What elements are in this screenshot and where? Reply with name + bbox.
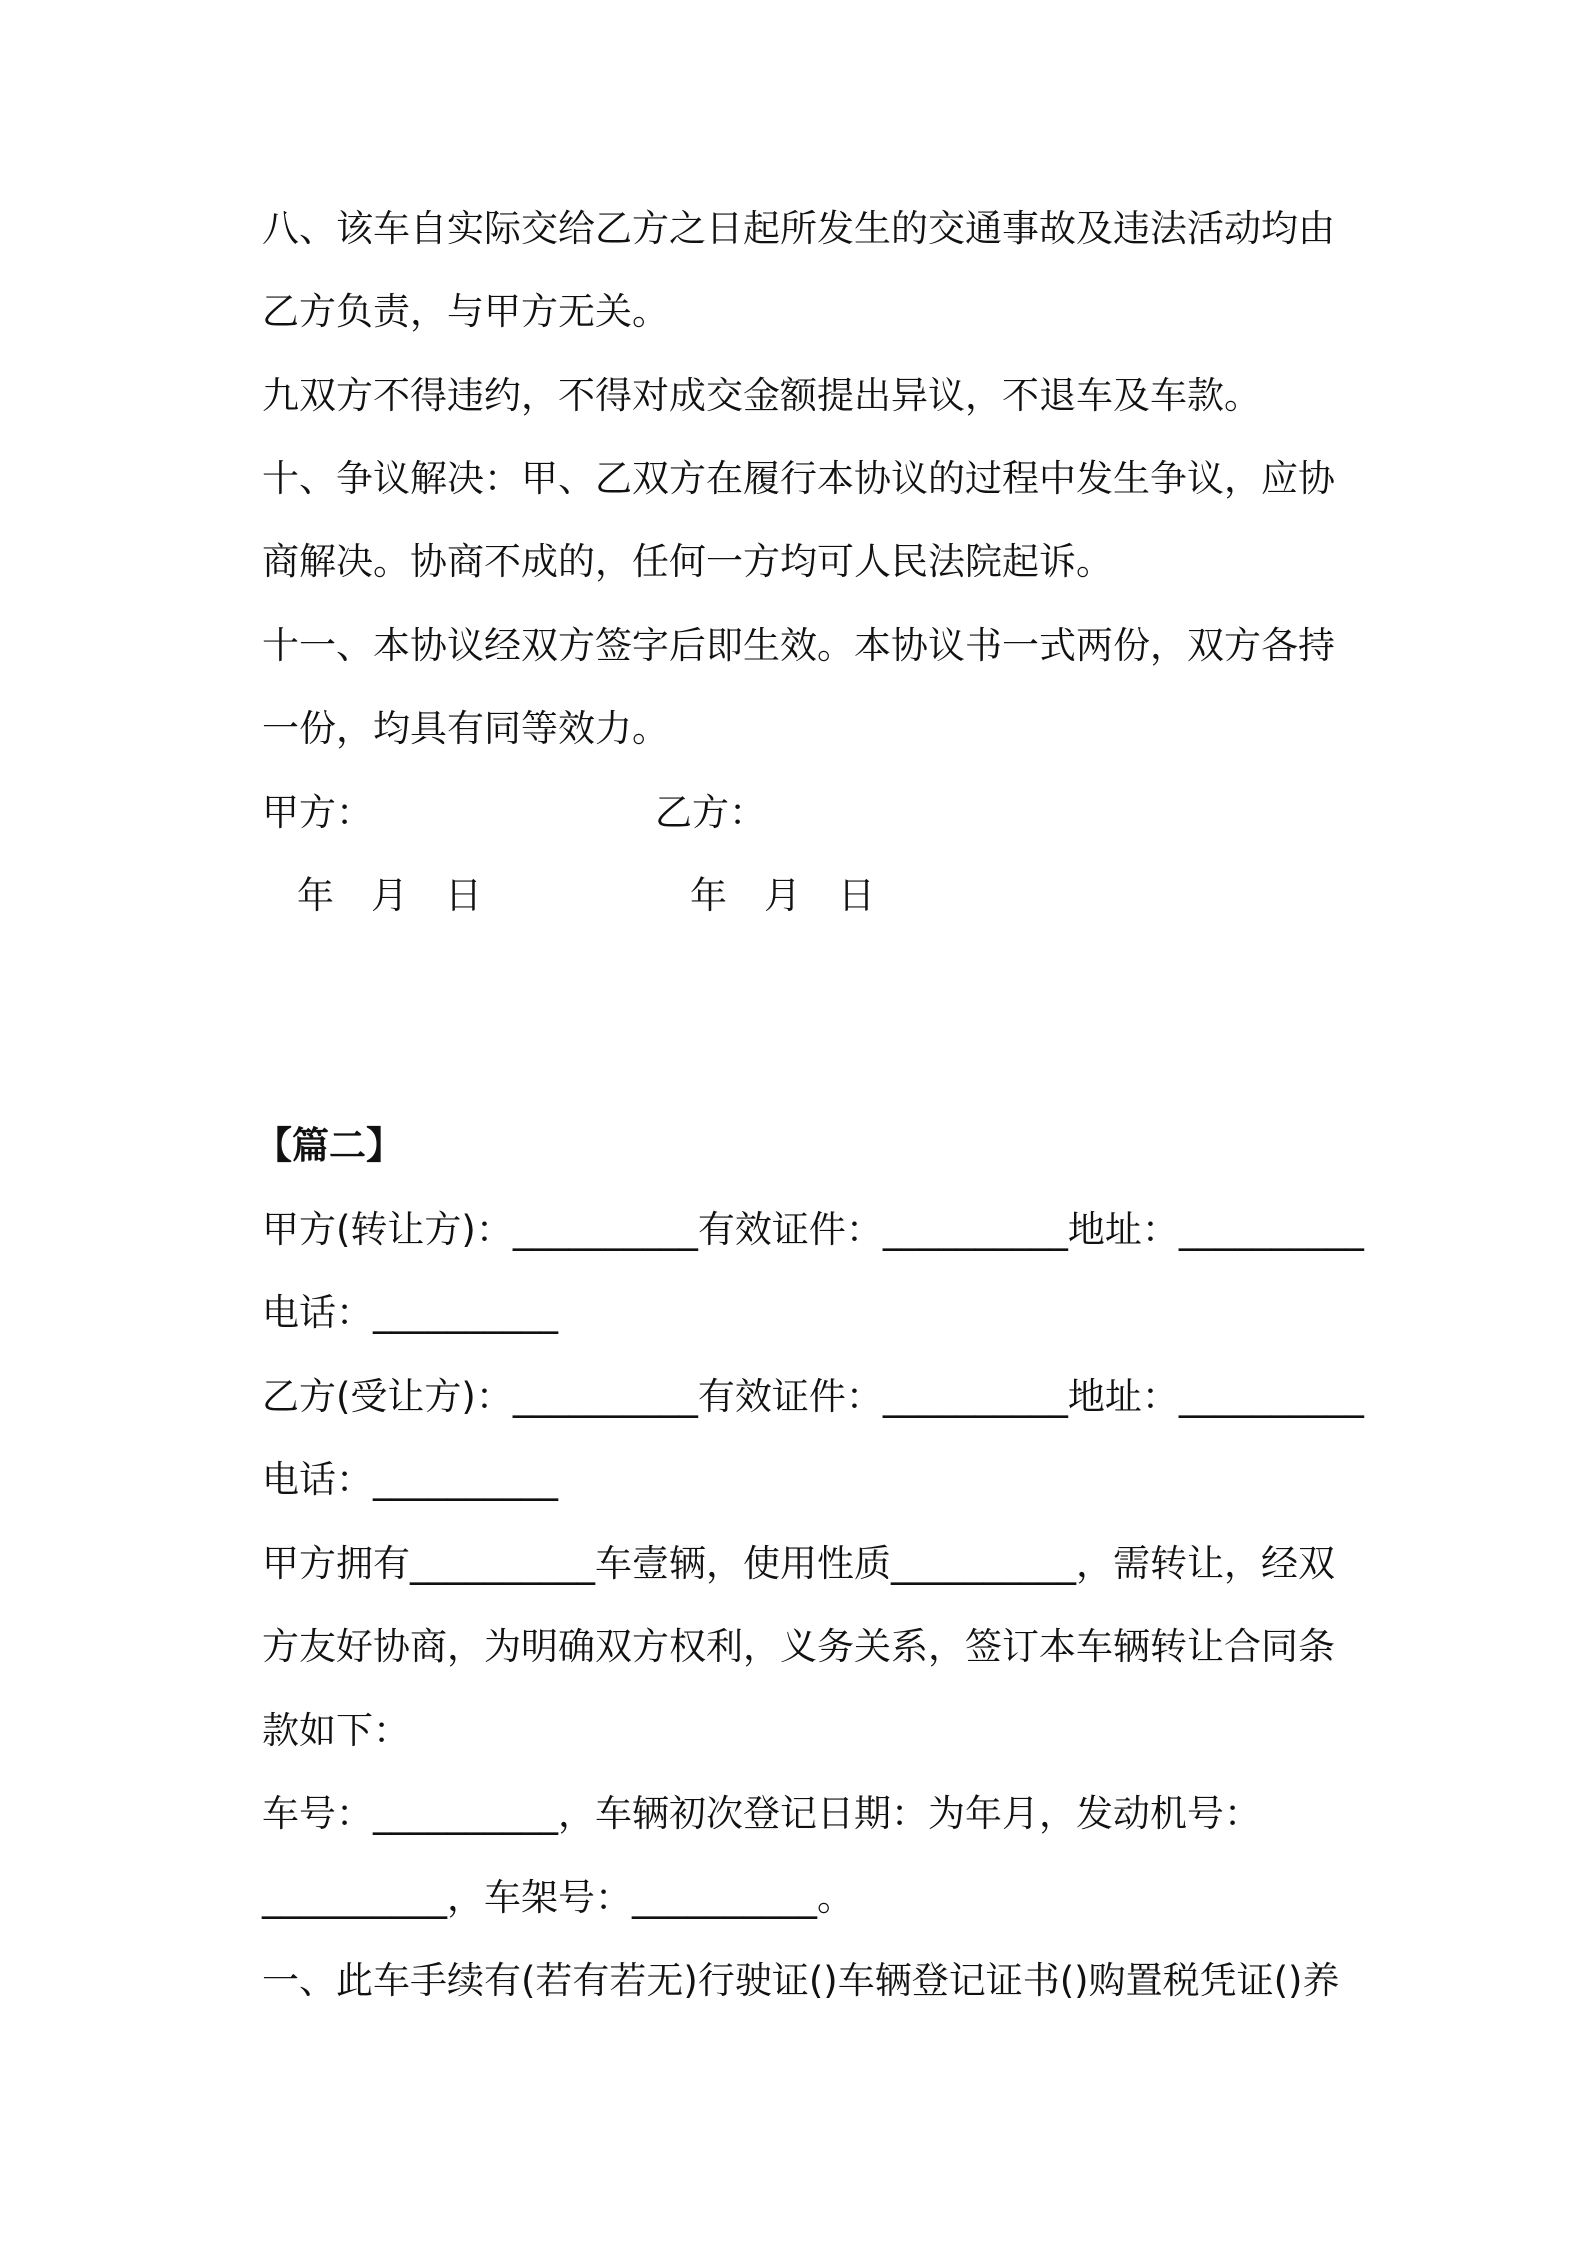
clause-9: 九双方不得违约，不得对成交金额提出异议，不退车及车款。 (262, 374, 1261, 417)
party-b-phone: 电话：__________ (262, 1458, 558, 1501)
clause-8-line-1: 八、该车自实际交给乙方之日起所发生的交通事故及违法活动均由 (262, 207, 1335, 250)
intro-line-3: 款如下： (262, 1709, 410, 1752)
party-a-info: 甲方(转让方)：__________有效证件：__________地址：__________ (262, 1208, 1364, 1251)
party-b-info: 乙方(受让方)：__________有效证件：__________地址：__________ (262, 1375, 1364, 1418)
clause-10-line-2: 商解决。协商不成的，任何一方均可人民法院起诉。 (262, 540, 1113, 583)
date-party-b: 年 月 日 (690, 874, 875, 917)
date-party-a: 年 月 日 (297, 874, 482, 917)
party-a-phone: 电话：__________ (262, 1291, 558, 1334)
clause-8-line-2: 乙方负责，与甲方无关。 (262, 290, 669, 333)
section-title: 【篇二】 (255, 1124, 403, 1167)
intro-line-1: 甲方拥有__________车壹辆，使用性质__________，需转让，经双 (262, 1542, 1335, 1585)
clause-11-line-1: 十一、本协议经双方签字后即生效。本协议书一式两份，双方各持 (262, 624, 1335, 667)
signature-party-a: 甲方： (262, 791, 373, 834)
vehicle-line-1: 车号：__________，车辆初次登记日期：为年月，发动机号： (262, 1792, 1261, 1835)
intro-line-2: 方友好协商，为明确双方权利，义务关系，签订本车辆转让合同条 (262, 1625, 1335, 1668)
clause-11-line-2: 一份，均具有同等效力。 (262, 707, 669, 750)
clause-10-line-1: 十、争议解决：甲、乙双方在履行本协议的过程中发生争议，应协 (262, 457, 1335, 500)
vehicle-line-2: __________，车架号：__________。 (262, 1876, 854, 1919)
item-1-line-1: 一、此车手续有(若有若无)行驶证()车辆登记证书()购置税凭证()养 (262, 1959, 1340, 2002)
signature-party-b: 乙方： (655, 791, 766, 834)
